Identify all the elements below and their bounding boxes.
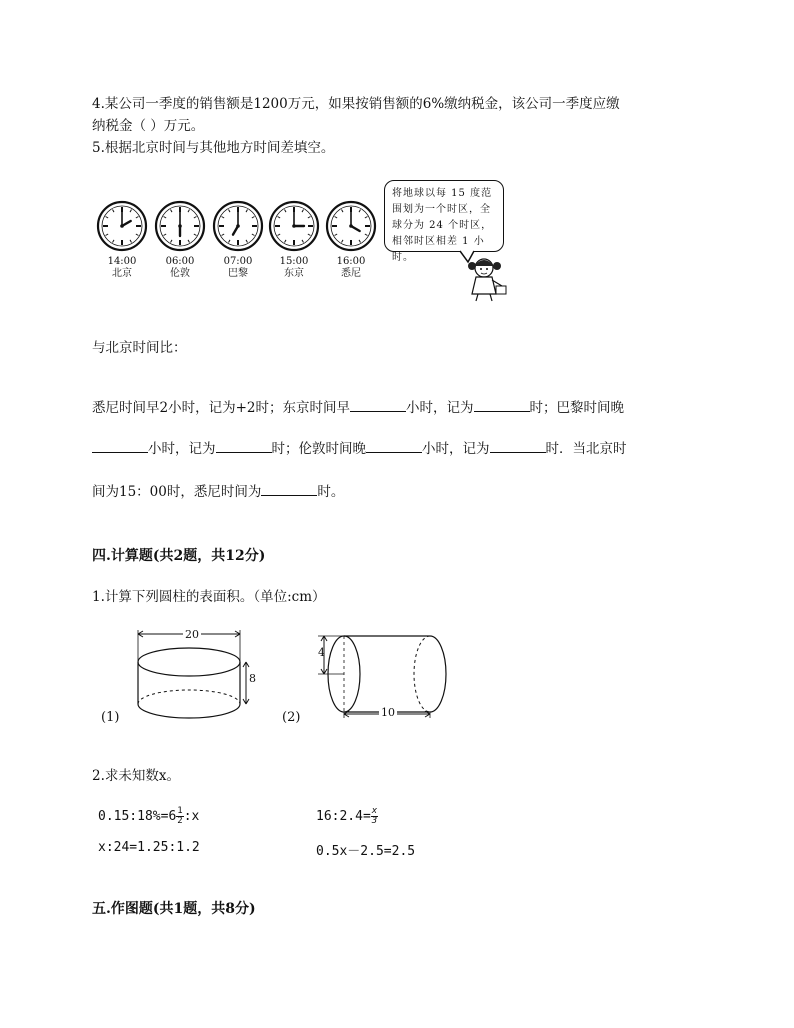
clock-icon (212, 200, 264, 252)
clock-time: 14:00 (107, 256, 137, 267)
fraction (176, 807, 183, 826)
q5-intro: 与北京时间比： (92, 340, 187, 356)
text: 时；伦敦时间晚 (271, 441, 366, 457)
fig2-label: (2) (282, 710, 301, 725)
clock-beijing (92, 200, 152, 280)
equation-2 (316, 806, 378, 828)
q4-line2: 纳税金（ ）万元。 (92, 118, 205, 134)
clock-city: 悉尼 (341, 268, 361, 279)
q5-fill-line1 (92, 397, 624, 418)
cylinder-figure-1 (100, 624, 260, 732)
fig2-diameter-label: 4 (318, 646, 325, 659)
clock-time: 07:00 (223, 256, 253, 267)
text: 时；巴黎时间晚 (529, 400, 624, 416)
blank-london-record[interactable] (490, 438, 546, 453)
fraction-numerator: x (371, 806, 378, 816)
q5-fill-line3 (92, 481, 344, 502)
blank-tokyo-hours[interactable] (350, 397, 406, 412)
fig1-height-label: 8 (249, 672, 256, 685)
text: 小时，记为 (148, 441, 216, 457)
clock-icon (154, 200, 206, 252)
clock-paris (208, 200, 268, 280)
clock-city: 伦敦 (170, 268, 190, 279)
text: 小时，记为 (422, 441, 490, 457)
clock-sydney (321, 200, 381, 280)
s4-q2-title: 2.求未知数x。 (92, 768, 180, 784)
fraction-numerator: 1 (177, 806, 183, 816)
eq-text: 0.15:18%=6 (98, 809, 177, 824)
blank-paris-hours[interactable] (92, 438, 148, 453)
q5-title: 5.根据北京时间与其他地方时间差填空。 (92, 140, 335, 156)
text: 时．当北京时 (545, 441, 627, 457)
girl-illustration-icon (440, 250, 520, 302)
equation-4: 0.5x－2.5=2.5 (316, 844, 416, 859)
fig2-length-label: 10 (381, 706, 395, 719)
fraction (371, 807, 378, 826)
equation-1 (98, 806, 199, 828)
clock-city: 北京 (112, 268, 132, 279)
eq-text: :x (183, 809, 200, 824)
clock-time: 16:00 (336, 256, 366, 267)
clock-icon (268, 200, 320, 252)
fraction-denominator: 2 (177, 816, 183, 826)
q5-fill-line2 (92, 438, 627, 459)
fig1-label: (1) (101, 710, 120, 725)
clock-city: 巴黎 (228, 268, 248, 279)
speech-bubble-text: 将地球以每 15 度范围划为一个时区，全球分为 24 个时区，相邻时区相差 1 小时。 (392, 188, 493, 263)
blank-paris-record[interactable] (216, 438, 272, 453)
s4-q1-title: 1.计算下列圆柱的表面积。（单位:cm） (92, 589, 326, 605)
blank-london-hours[interactable] (366, 438, 422, 453)
speech-bubble (384, 180, 504, 263)
text: 时。 (317, 484, 345, 500)
clock-icon (96, 200, 148, 252)
fraction-denominator: 3 (371, 816, 378, 826)
text: 小时，记为 (406, 400, 474, 416)
clock-time: 15:00 (279, 256, 309, 267)
fig1-diameter-label: 20 (185, 628, 199, 641)
text: 悉尼时间早2小时，记为+2时；东京时间早 (92, 400, 350, 416)
clock-icon (325, 200, 377, 252)
blank-tokyo-record[interactable] (474, 397, 530, 412)
clock-london (150, 200, 210, 280)
clock-tokyo (264, 200, 324, 280)
eq-text: 16:2.4= (316, 809, 371, 824)
section5-heading: 五.作图题(共1题，共8分) (92, 901, 256, 917)
clock-time: 06:00 (165, 256, 195, 267)
blank-sydney-time[interactable] (261, 481, 317, 496)
clock-city: 东京 (284, 268, 304, 279)
q4-line1: 4.某公司一季度的销售额是1200万元，如果按销售额的6%缴纳税金，该公司一季度应缴 (92, 96, 620, 112)
section4-heading: 四.计算题(共2题，共12分) (92, 548, 266, 564)
text: 间为15：00时，悉尼时间为 (92, 484, 262, 500)
equation-3: x:24=1.25:1.2 (98, 840, 200, 855)
